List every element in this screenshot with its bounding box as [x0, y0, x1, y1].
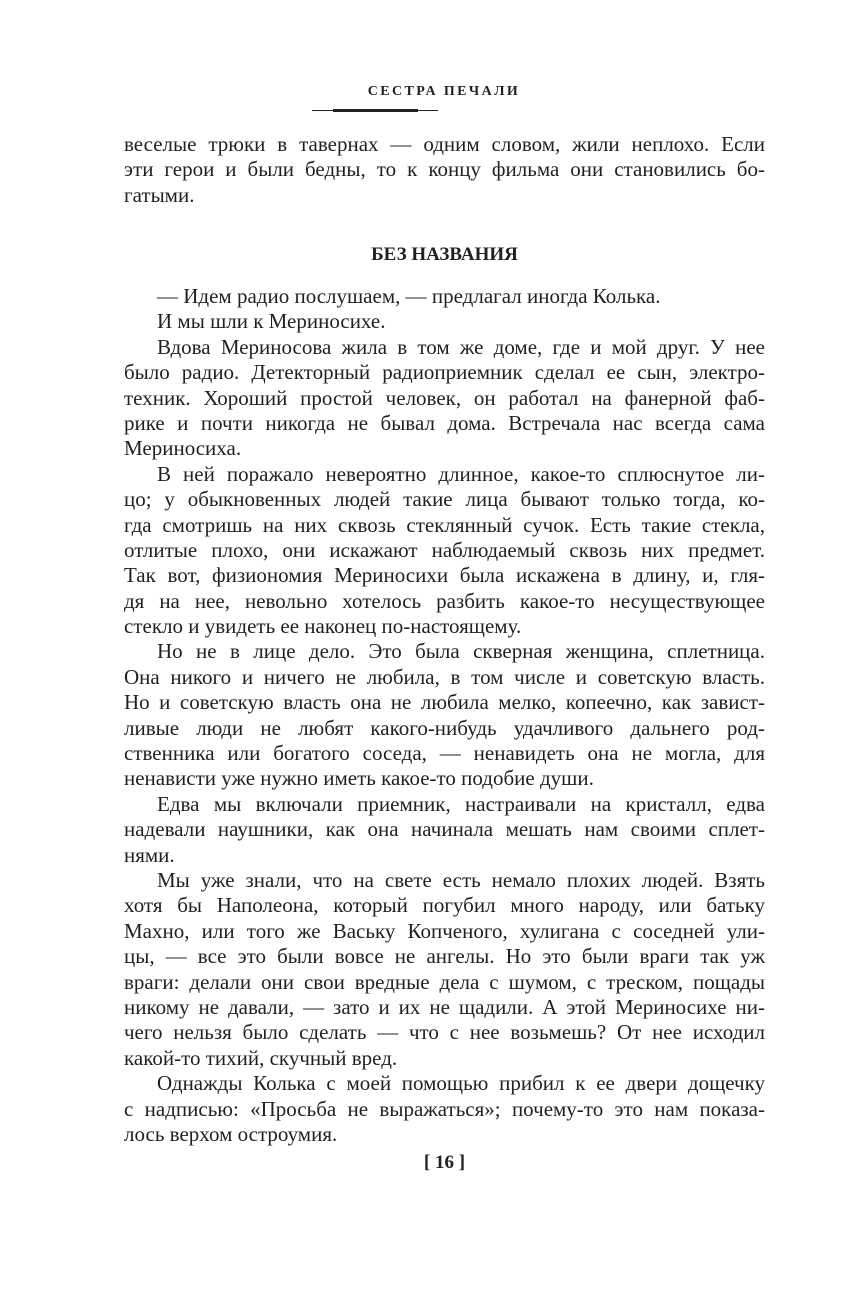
text-line: чего нельзя было сделать — что с нее возьмешь? От нее исходил — [124, 1020, 765, 1045]
text-line: И мы шли к Мериносихе. — [157, 309, 386, 334]
text-line: нями. — [124, 842, 175, 867]
text-line: какой-то тихий, скучный вред. — [124, 1045, 398, 1070]
text-line: ливые люди не любят какого-нибудь удачливого дальнего род- — [124, 715, 765, 740]
text-line: эти герои и были бедны, то к концу фильма они становились бо- — [124, 157, 765, 182]
text-line: — Идем радио послушаем, — предлагал иногда Колька. — [157, 284, 661, 308]
header-rule-thick — [333, 109, 418, 112]
text-line: Едва мы включали приемник, настраивали на кристалл, едва — [157, 791, 765, 816]
text-line: Но не в лице дело. Это была скверная женщина, сплетница. — [157, 639, 765, 664]
text-line: Но и советскую власть она не любила мелко, копеечно, как завист- — [124, 690, 765, 715]
text-line: дя на нее, невольно хотелось разбить какое-то несуществующее — [124, 588, 765, 613]
text-line: надевали наушники, как она начинала мешать нам своими сплет- — [124, 817, 765, 842]
intro-paragraph — [124, 132, 765, 208]
running-head: СЕСТРА ПЕЧАЛИ — [367, 84, 521, 99]
text-line: было радио. Детекторный радиоприемник сделал ее сын, электро- — [124, 360, 765, 385]
text-line: хотя бы Наполеона, который погубил много народу, или батьку — [124, 893, 765, 918]
text-line: веселые трюки в тавернах — одним словом, жили неплохо. Если — [124, 132, 765, 156]
text-line: с надписью: «Просьба не выражаться»; почему-то это нам показа- — [124, 1096, 765, 1121]
page-number: [ 16 ] — [423, 1152, 466, 1173]
section-title: БЕЗ НАЗВАНИЯ — [371, 244, 518, 265]
text-line: отлитые плохо, они искажают наблюдаемый сквозь них предмет. — [124, 537, 765, 562]
text-line: ственника или богатого соседа, — ненавидеть она не могла, для — [124, 741, 765, 766]
text-line: Однажды Колька с моей помощью прибил к ее двери дощечку — [157, 1071, 765, 1096]
text-line: цо; у обыкновенных людей такие лица бывают только тогда, ко- — [124, 487, 765, 512]
text-line: Вдова Мериносова жила в том же доме, где и мой друг. У нее — [157, 334, 765, 359]
text-line: гатыми. — [124, 182, 195, 207]
text-line: В ней поражало невероятно длинное, какое-то сплюснутое ли- — [157, 461, 765, 486]
text-line: стекло и увидеть ее наконец по-настоящему. — [124, 614, 522, 639]
text-line: Мы уже знали, что на свете есть немало плохих людей. Взять — [157, 867, 765, 892]
text-line: Мериносиха. — [124, 436, 242, 461]
text-line: Махно, или того же Ваську Копченого, хулигана с соседней ули- — [124, 918, 765, 943]
text-line: Так вот, физиономия Мериносихи была искажена в длину, и, гля- — [124, 563, 765, 588]
text-line: гда смотришь на них сквозь стеклянный сучок. Есть такие стекла, — [124, 512, 765, 537]
text-line: никому не давали, — зато и их не щадили. А этой Мериносихе ни- — [124, 994, 765, 1019]
body-text — [124, 284, 765, 1147]
text-line: рике и почти никогда не бывал дома. Встречала нас всегда сама — [124, 410, 765, 435]
text-line: враги: делали они свои вредные дела с шумом, с треском, пощады — [124, 969, 765, 994]
text-line: цы, — все это были вовсе не ангелы. Но это были враги так уж — [124, 944, 765, 969]
text-line: ненависти уже нужно иметь какое-то подобие души. — [124, 766, 594, 791]
text-line: лось верхом остроумия. — [124, 1121, 338, 1146]
text-line: Она никого и ничего не любила, в том числе и советскую власть. — [124, 664, 765, 689]
text-line: техник. Хороший простой человек, он работал на фанерной фаб- — [124, 385, 765, 410]
